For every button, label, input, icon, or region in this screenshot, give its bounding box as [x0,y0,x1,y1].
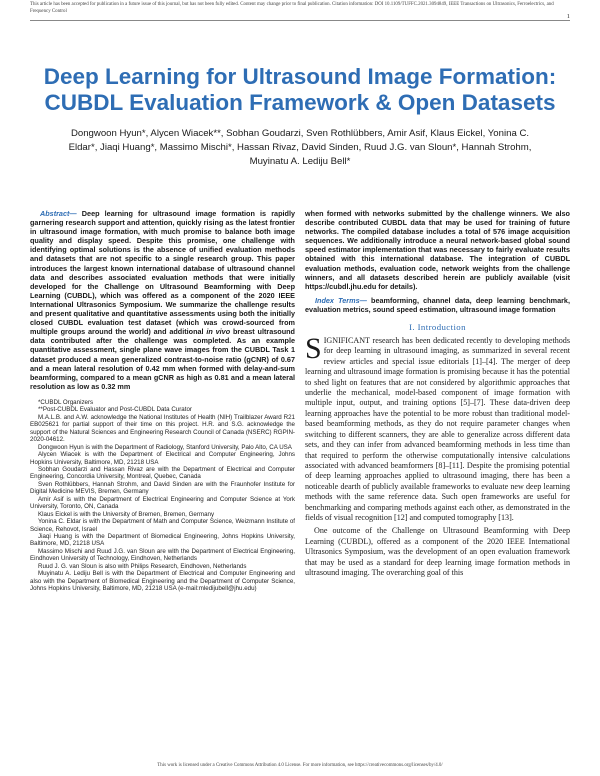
footnote: Massimo Mischi and Ruud J.G. van Sloun are with the Department of Electrical Engineering, Eindhoven University of Technology, Eindhoven, Netherlands [30,547,295,563]
footnote: Ruud J. G. van Sloun is also with Philips Research, Eindhoven, Netherlands [38,562,247,570]
index-terms [305,296,570,314]
header-rule [30,20,570,21]
footnote: Amir Asif is with the Department of Electrical Engineering and Computer Science at York University, Toronto, ON, Canada [30,495,295,511]
first-word: IGNIFICANT [323,336,370,346]
intro-paragraph-1: SIGNIFICANT research has been dedicated recently to developing methods for deep learning in ultrasound imaging, as summarized in several recent review articles and special issue editorials [1]–[4]. The merger of deep learning and ultrasound image formation is promising because it has the potential to shed light on features that are not considered by algorithmic approaches that underlie the mechanical, model-based component of image formation with multiple input, output, and training options [5]–[7]. These data-driven deep learning approaches have the potential to be more robust than traditional model-based beamforming methods, as they do not require parameter changes when switching to different scanners, they are able to generalize across different data sets, and they can infer from advanced beamforming methods in less time than that required to perform the otherwise computationally intensive calculations associated with advanced beamformers [8]–[11]. Despite the promising potential of deep learning approaches applied to ultrasound imaging, there has been a noticeable dearth of publicly available frameworks to evaluate new deep learning methods with the same reference data. Such open frameworks are useful for benchmarking and comparing methods against each other, as demonstrated in the fields of visual recognition [12] and computed tomography [13]. [305,332,570,522]
paper-title: Deep Learning for Ultrasound Image Formation: CUBDL Evaluation Framework & Open Datasets [43,64,557,115]
footnote: Yonina C. Eldar is with the Department of Math and Computer Science, Weizmann Institute of Science, Rehovot, Israel [30,518,295,533]
intro-paragraph-2: One outcome of the Challenge on Ultrasound Beamforming with Deep Learning (CUBDL), offered as a component of the 2020 IEEE International Ultrasonics Symposium, was the development of an open evaluation framework that may be used as a standard for deep learning image formation methods in ultrasound imaging. The overarching goal of this [305,526,570,577]
footnote: Sobhan Goudarzi and Hassan Rivaz are with the Department of Electrical and Computer Engineering, Concordia University, Montreal, Quebec, Canada [30,465,295,481]
footnote: Klaus Eickel is with the University of Bremen, Bremen, Germany [38,510,215,518]
abstract-continued [305,209,570,314]
left-column [30,209,295,593]
section-heading-introduction: I. Introduction [409,322,466,333]
abstract-text-1: Deep learning for ultrasound image formation is rapidly garnering research support and attention, quickly rising as the latest frontier in ultrasound image formation, with much promise to balance both image quality and display speed. Despite this promise, one challenge with identifying optimal solutions is the absence of unified evaluation methods and datasets that are not specific to a single research group. This paper introduces the largest known international database of ultrasound channel data and describes associated evaluation methods that were initially developed for the Challenge on Ultrasound Beamforming with Deep Learning (CUBDL), which was offered as a component of the 2020 IEEE International Ultrasonics Symposium. We summarize the challenge results and present qualitative and quantitative assessments using both the initially closed CUBDL evaluation test dataset (which was crowd-sourced from multiple groups around the world) and additional [30,209,295,337]
index-terms-label: Index Terms— [315,295,367,305]
abstract [30,209,295,391]
abstract-continuation: when formed with networks submitted by the challenge winners. We also describe contributed CUBDL data that may be used for training of future networks. The compiled database includes a total of 576 image acquisition sequences. We additionally introduce a neural network-based global sound speed estimator implementation that was necessary to fairly evaluate results obtained with this international database. The integration of CUBDL evaluation methods, evaluation code, network weights from the challenge winners, and all datasets described herein are publicly available (visit https://cubdl.jhu.edu for details). [305,209,570,291]
footnote: M.A.L.B. and A.W. acknowledge the National Institutes of Health (NIH) Trailblazer Award R21 EB025621 for partial support of their time on this project. H.R. and S.G. acknowledge the support of the Natural Sciences and Engineering Research Council of Canada (NSERC) RGPIN-2020-04612. [30,413,295,444]
footnote: Dongwoon Hyun is with the Department of Radiology, Stanford University, Palo Alto, CA USA [38,443,292,451]
publication-notice: This article has been accepted for publication in a future issue of this journal, but has not been fully edited. Content may change prior to final publication. Citation information: DOI 10.1109/TUFFC.2021.3094849, IEEE Transactions on Ultrasonics, Ferroelectrics, and Frequency Control [30,2,554,14]
footnote: *CUBDL Organizers [38,398,94,406]
drop-cap: S [305,332,322,366]
introduction-body [305,332,570,578]
footnote: Alycen Wiacek is with the Department of Electrical and Computer Engineering, Johns Hopkins University, Baltimore, MD, 21218 USA [30,451,295,466]
author-list: Dongwoon Hyun*, Alycen Wiacek**, Sobhan Goudarzi, Sven Rothlübbers, Amir Asif, Klaus Eickel, Yonina C. Eldar*, Jiaqi Huang*, Massimo Mischi*, Hassan Rivaz, David Sinden, Ruud J.G. van Sloun*, Hannah Strohm, Muyinatu A. Lediju Bell* [68,128,532,167]
footnote: Muyinatu A. Lediju Bell is with the Department of Electrical and Computer Engineering and also with the Department of Biomedical Engineering and the Department of Computer Science, Johns Hopkins University, Baltimore, MD, 21218 USA (e-mail:mledijubell@jhu.edu) [30,570,295,593]
page-number: 1 [566,13,570,20]
footnote: Sven Rothlübbers, Hannah Strohm, and David Sinden are with the Fraunhofer Institute for Digital Medicine MEVIS, Bremen, Germany [30,480,295,496]
abstract-in-vivo: in vivo [206,327,231,337]
footnote: **Post-CUBDL Evaluator and Post-CUBDL Data Curator [38,406,192,414]
footnote: Jiaqi Huang is with the Department of Biomedical Engineering, Johns Hopkins University, Baltimore, MD, 21218 USA [30,533,295,548]
abstract-label: Abstract— [40,209,77,218]
right-column [305,209,570,578]
index-terms-text: beamforming, channel data, deep learning benchmark, evaluation metrics, sound speed estimation, ultrasound image formation [305,295,570,314]
abstract-text-2: breast ultrasound data contributed after the challenge was completed. As an example quantitative assessment, single plane wave images from the CUBDL Task 1 dataset produced a mean generalized contrast-to-noise ratio (gCNR) of 0.67 and a mean lateral resolution of 0.42 mm when formed with delay-and-sum beamforming, compared to a mean gCNR as high as 0.81 and a mean lateral resolution as low as 0.32 mm [30,327,295,391]
license-footer: This work is licensed under a Creative Commons Attribution 4.0 License. For more information, see https://creativecommons.org/licenses/by/4.0/ [157,763,443,768]
footnotes [30,399,295,593]
